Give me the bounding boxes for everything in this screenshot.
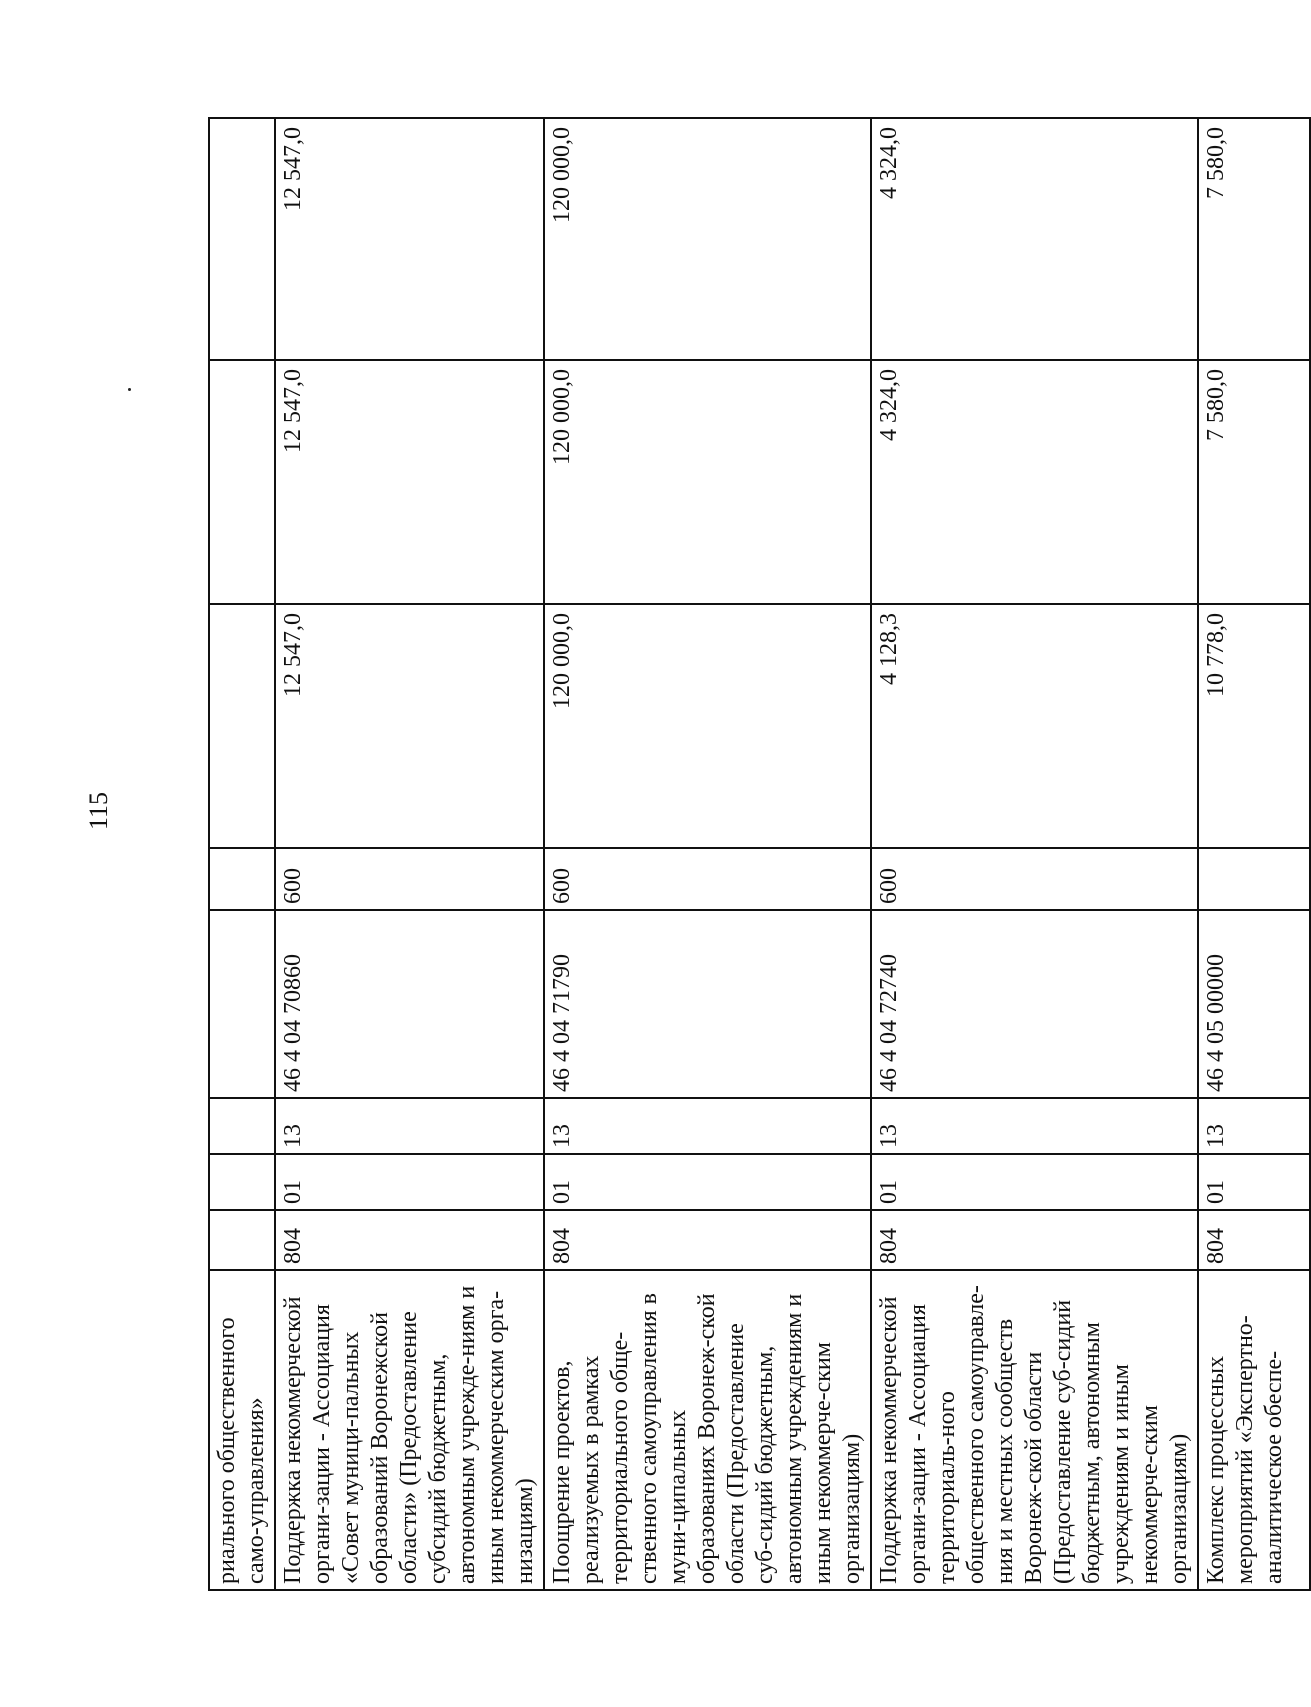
value-cell-3: 7 580,0 xyxy=(1198,118,1310,360)
vr-cell xyxy=(1198,848,1310,910)
budget-table xyxy=(208,117,1311,1591)
budget-table-wrapper xyxy=(208,119,1287,1591)
value-cell-3: 120 000,0 xyxy=(544,118,871,360)
grbs-cell: 804 xyxy=(544,1210,871,1270)
table-row xyxy=(871,118,1198,1590)
vr-cell: 600 xyxy=(544,848,871,910)
vr-cell: 600 xyxy=(871,848,1198,910)
rz-cell: 01 xyxy=(1198,1154,1310,1210)
row-name-cell: Поощрение проектов, реализуемых в рамках территориального обще-ственного самоуправления в муни-ципальных образованиях Воронеж-ской области (Предоставление суб-сидий бюджетным, автономным учреждениям и иным некоммерче-ским организациям) xyxy=(544,1270,871,1590)
table-row xyxy=(275,118,544,1590)
rz-cell: 01 xyxy=(275,1154,544,1210)
value-cell-2: 12 547,0 xyxy=(275,360,544,604)
value-cell-2: 4 324,0 xyxy=(871,360,1198,604)
pr-cell: 13 xyxy=(275,1098,544,1154)
csr-cell xyxy=(209,910,275,1098)
pr-cell: 13 xyxy=(544,1098,871,1154)
grbs-cell xyxy=(209,1210,275,1270)
table-row xyxy=(209,118,275,1590)
value-cell-3: 12 547,0 xyxy=(275,118,544,360)
vr-cell: 600 xyxy=(275,848,544,910)
value-cell-1 xyxy=(209,604,275,848)
csr-cell: 46 4 05 00000 xyxy=(1198,910,1310,1098)
grbs-cell: 804 xyxy=(1198,1210,1310,1270)
vr-cell xyxy=(209,848,275,910)
grbs-cell: 804 xyxy=(871,1210,1198,1270)
value-cell-2: 120 000,0 xyxy=(544,360,871,604)
value-cell-2: 7 580,0 xyxy=(1198,360,1310,604)
grbs-cell: 804 xyxy=(275,1210,544,1270)
value-cell-2 xyxy=(209,360,275,604)
page-number: 115 xyxy=(84,791,113,830)
pr-cell xyxy=(209,1098,275,1154)
row-name-cell: риального общественного само-управления» xyxy=(209,1270,275,1590)
row-name-cell: Поддержка некоммерческой органи-зации - Ассоциация территориаль-ного общественного самоуправле-ния и местных сообществ Воронеж-ской области (Предоставление суб-сидий бюджетным, автономным учреждениям и иным некоммерче-ским организациям) xyxy=(871,1270,1198,1590)
csr-cell: 46 4 04 71790 xyxy=(544,910,871,1098)
row-name-cell: Поддержка некоммерческой органи-зации - Ассоциация «Совет муници-пальных образований Воронежской области» (Предоставление субсидий бюджетным, автономным учрежде-ниям и иным некоммерческим орга-низациям) xyxy=(275,1270,544,1590)
rz-cell: 01 xyxy=(871,1154,1198,1210)
value-cell-3 xyxy=(209,118,275,360)
value-cell-1: 10 778,0 xyxy=(1198,604,1310,848)
rz-cell xyxy=(209,1154,275,1210)
pr-cell: 13 xyxy=(871,1098,1198,1154)
csr-cell: 46 4 04 72740 xyxy=(871,910,1198,1098)
csr-cell: 46 4 04 70860 xyxy=(275,910,544,1098)
table-row xyxy=(544,118,871,1590)
row-name-cell: Комплекс процессных мероприятий «Экспертно-аналитическое обеспе- xyxy=(1198,1270,1310,1590)
value-cell-1: 12 547,0 xyxy=(275,604,544,848)
table-row xyxy=(1198,118,1310,1590)
value-cell-3: 4 324,0 xyxy=(871,118,1198,360)
scan-speck xyxy=(128,388,131,391)
value-cell-1: 120 000,0 xyxy=(544,604,871,848)
rz-cell: 01 xyxy=(544,1154,871,1210)
pr-cell: 13 xyxy=(1198,1098,1310,1154)
value-cell-1: 4 128,3 xyxy=(871,604,1198,848)
